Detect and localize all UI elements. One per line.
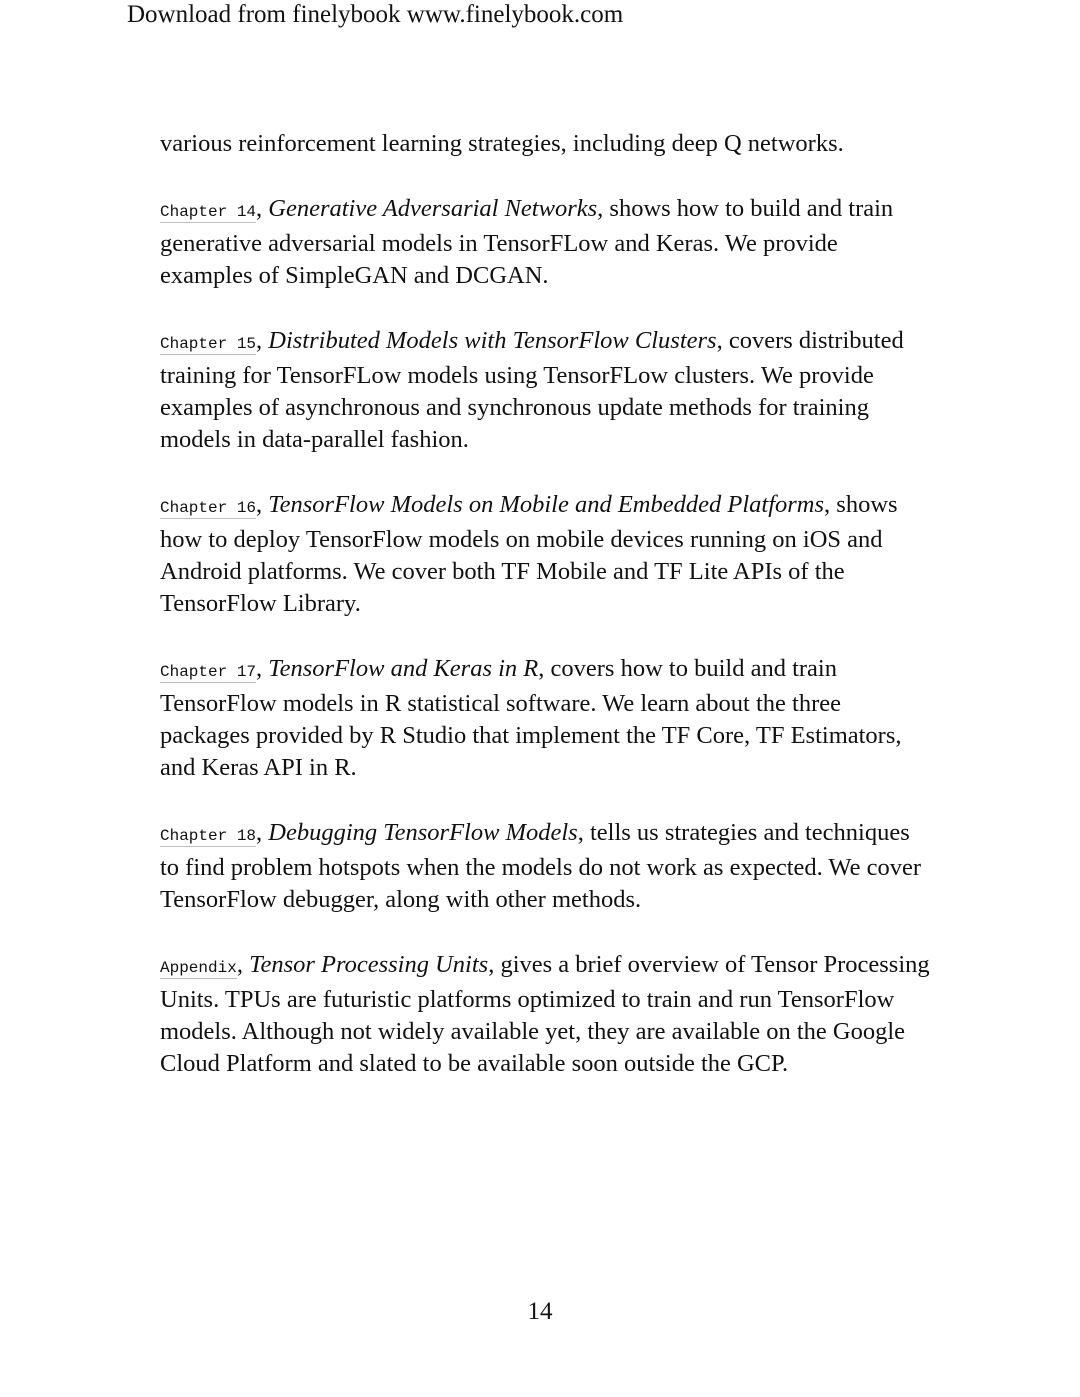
appendix-summary: , gives a brief overview of Tensor Processing Units. TPUs are futuristic platforms optimized to train and run TensorFlow models. Although not widely available yet, they are available on the Google Cloud Platform and slated to be available soon outside the GCP. [160,951,930,1077]
chapter-17-description [160,653,930,784]
appendix-title: Tensor Processing Units [249,951,489,978]
chapter-15-summary: , covers distributed training for TensorFLow models using TensorFLow clusters. We provide examples of asynchronous and synchronous update methods for training models in data-parallel fashion. [160,327,904,453]
appendix-link[interactable]: Appendix [160,959,237,977]
page-body [160,128,930,1113]
paragraph-text: various reinforcement learning strategies, including deep Q networks. [160,130,844,157]
download-header: Download from finelybook www.finelybook.com [127,1,624,28]
separator: , [256,819,269,846]
chapter-17-summary: , covers how to build and train TensorFlow models in R statistical software. We learn about the three packages provided by R Studio that implement the TF Core, TF Estimators, and Keras API in R. [160,655,902,781]
chapter-15-title: Distributed Models with TensorFlow Clusters [268,327,717,354]
chapter-18-description [160,817,930,916]
chapter-16-link[interactable]: Chapter 16 [160,499,257,517]
chapter-14-title: Generative Adversarial Networks [268,195,598,222]
chapter-16-description [160,489,930,620]
chapter-18-link[interactable]: Chapter 18 [160,827,257,845]
chapter-14-description [160,193,930,292]
separator: , [256,327,269,354]
chapter-18-title: Debugging TensorFlow Models [268,819,578,846]
chapter-14-summary: , shows how to build and train generative adversarial models in TensorFLow and Keras. We provide examples of SimpleGAN and DCGAN. [160,195,894,289]
chapter-16-summary: , shows how to deploy TensorFlow models on mobile devices running on iOS and Android platforms. We cover both TF Mobile and TF Lite APIs of the TensorFlow Library. [160,491,898,617]
chapter-15-link[interactable]: Chapter 15 [160,335,257,353]
chapter-16-title: TensorFlow Models on Mobile and Embedded Platforms [268,491,825,518]
separator: , [256,195,269,222]
paragraph-continuation [160,128,930,160]
chapter-18-summary: , tells us strategies and techniques to find problem hotspots when the models do not work as expected. We cover TensorFlow debugger, along with other methods. [160,819,921,913]
chapter-15-description [160,325,930,456]
separator: , [256,655,269,682]
chapter-17-link[interactable]: Chapter 17 [160,663,257,681]
separator: , [256,491,269,518]
page-number: 14 [527,1298,553,1325]
appendix-description [160,949,930,1080]
separator: , [236,951,250,978]
chapter-17-title: TensorFlow and Keras in R [268,655,539,682]
chapter-14-link[interactable]: Chapter 14 [160,203,257,221]
